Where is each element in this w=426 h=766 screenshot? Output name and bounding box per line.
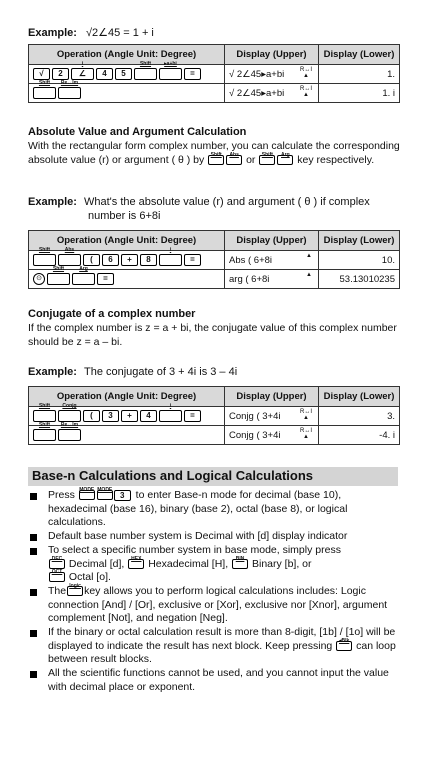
- list-item: Press MODE MODE 3 to enter Base-n mode for decimal (base 10), hexadecimal (base 16), binary (base 2), octal (base 8), or logical calculations.: [28, 489, 398, 530]
- display-lower-cell: 1.: [319, 65, 400, 84]
- display-upper-cell: √ 2∠45▸a+bi R↔I ▲: [225, 84, 319, 103]
- r-i-indicator-icon: R↔I ▲: [300, 428, 312, 440]
- shift-key: Shift: [33, 410, 56, 422]
- angle-key: i ∠: [71, 68, 94, 80]
- table-row: [29, 65, 400, 84]
- dec-key: DEC: [49, 559, 65, 569]
- example-3-line: Example: The conjugate of 3 + 4i is 3 – 4i: [28, 366, 238, 378]
- r-i-indicator-icon: R↔I ▲: [300, 409, 312, 421]
- section-title-abs: Absolute Value and Argument Calculation: [28, 126, 247, 138]
- i-key: i: [159, 410, 182, 422]
- bullet-icon: [30, 493, 37, 500]
- header-display-upper: Display (Upper): [225, 45, 319, 65]
- table-row: [29, 407, 400, 426]
- digit-key: 5: [115, 68, 132, 80]
- sqrt-key: √: [33, 68, 50, 80]
- shift-key: Shift: [33, 429, 56, 441]
- operation-cell: [29, 266, 225, 289]
- section-band-base-n: [28, 467, 398, 486]
- plus-key: +: [121, 254, 138, 266]
- table-row: [29, 270, 400, 289]
- conjg-key: Conjg: [58, 410, 81, 422]
- replay-icon: ⊙: [33, 273, 45, 285]
- operation-cell: [29, 422, 225, 445]
- block-key: ◂Blk: [336, 641, 352, 651]
- header-display-upper: Display (Upper): [225, 231, 319, 251]
- shift-key: Shift: [134, 68, 157, 80]
- example-2-line-2: number is 6+8i: [88, 210, 161, 222]
- equals-key: =: [184, 254, 201, 266]
- bin-key: BIN: [232, 559, 248, 569]
- up-arrow-icon: ▲: [306, 272, 312, 278]
- example-expression: √2∠45 = 1 + i: [85, 27, 154, 39]
- example-3-table: [28, 386, 400, 445]
- mode-key: MODE: [79, 490, 95, 500]
- display-lower-cell: -4. i: [319, 426, 400, 445]
- operation-cell: [29, 61, 225, 84]
- i-key: i: [159, 254, 182, 266]
- base-n-bullet-list: [28, 489, 398, 695]
- table-row: [29, 84, 400, 103]
- digit-key: 2: [52, 68, 69, 80]
- header-display-lower: Display (Lower): [319, 387, 400, 407]
- r-i-indicator-icon: R↔I ▲: [300, 86, 312, 98]
- oct-key: OCT: [49, 572, 65, 582]
- list-item: If the binary or octal calculation result is more than 8-digit, [1b] / [1o] will be displayed to indicate the result has next block. Keep pressing ◂Blk can loop between result blocks.: [28, 626, 398, 667]
- header-operation: Operation (Angle Unit: Degree): [29, 231, 225, 251]
- equals-key: =: [97, 273, 114, 285]
- up-arrow-icon: ▲: [306, 253, 312, 259]
- bullet-icon: [30, 630, 37, 637]
- shift-key: Shift: [208, 155, 224, 165]
- shift-key: Shift: [33, 254, 56, 266]
- list-item: All the scientific functions cannot be used, and you cannot input the value with decimal place or exponent.: [28, 667, 398, 694]
- bullet-icon: [30, 534, 37, 541]
- display-lower-cell: 3.: [319, 407, 400, 426]
- hex-key: HEX: [128, 559, 144, 569]
- bullet-icon: [30, 671, 37, 678]
- display-upper-cell: √ 2∠45▸a+bi R↔I ▲: [225, 65, 319, 84]
- display-upper-cell: Abs ( 6+8i ▲: [225, 251, 319, 270]
- operation-cell: [29, 80, 225, 103]
- arg-key: Arg: [72, 273, 95, 285]
- digit-key: 3: [102, 410, 119, 422]
- operation-cell: [29, 403, 225, 426]
- header-display-lower: Display (Lower): [319, 231, 400, 251]
- equals-key: =: [184, 68, 201, 80]
- mode-key: MODE: [97, 490, 113, 500]
- table-row: [29, 426, 400, 445]
- bullet-icon: [30, 589, 37, 596]
- shift-key: Shift: [33, 87, 56, 99]
- abs-key: Abs: [58, 254, 81, 266]
- display-upper-cell: Conjg ( 3+4i R↔I ▲: [225, 426, 319, 445]
- display-upper-cell: Conjg ( 3+4i R↔I ▲: [225, 407, 319, 426]
- plus-key: +: [121, 410, 138, 422]
- re-im-key: Re↔Im: [58, 429, 81, 441]
- logic-key: logic: [67, 586, 83, 596]
- paren-key: (: [83, 410, 100, 422]
- digit-key: 4: [140, 410, 157, 422]
- abs-paragraph: With the rectangular form complex number, you can calculate the corresponding absolute value (r) or argument ( θ ) by Shift Abs or Shift Arg key respectively.: [28, 140, 400, 166]
- header-operation: Operation (Angle Unit: Degree): [29, 387, 225, 407]
- example-1-line: [28, 26, 154, 39]
- shift-key: Shift: [259, 155, 275, 165]
- example-label: Example:: [28, 27, 77, 39]
- digit-key: 3: [114, 490, 131, 501]
- display-lower-cell: 53.13010235: [319, 270, 400, 289]
- paren-key: (: [83, 254, 100, 266]
- arg-key: Arg: [277, 155, 293, 165]
- conjugate-paragraph: If the complex number is z = a + bi, the conjugate value of this complex number should be z = a – bi.: [28, 322, 397, 348]
- shift-key: Shift: [47, 273, 70, 285]
- header-operation: Operation (Angle Unit: Degree): [29, 45, 225, 65]
- r-i-indicator-icon: R↔I ▲: [300, 67, 312, 79]
- section-title-base-n: Base-n Calculations and Logical Calculations: [32, 468, 314, 483]
- display-lower-cell: 10.: [319, 251, 400, 270]
- digit-key: 6: [102, 254, 119, 266]
- bullet-icon: [30, 548, 37, 555]
- example-2-table: [28, 230, 400, 289]
- header-display-upper: Display (Upper): [225, 387, 319, 407]
- digit-key: 4: [96, 68, 113, 80]
- section-title-conjugate: Conjugate of a complex number: [28, 308, 196, 320]
- example-1-table: [28, 44, 400, 103]
- example-2-line: Example: What's the absolute value (r) and argument ( θ ) if complex: [28, 196, 370, 208]
- equals-key: =: [184, 410, 201, 422]
- re-im-key: Re↔Im: [58, 87, 81, 99]
- abs-key: Abs: [226, 155, 242, 165]
- list-item: Default base number system is Decimal with [d] display indicator: [28, 530, 398, 544]
- digit-key: 8: [140, 254, 157, 266]
- header-display-lower: Display (Lower): [319, 45, 400, 65]
- display-upper-cell: arg ( 6+8i ▲: [225, 270, 319, 289]
- list-item: To select a specific number system in base mode, simply press DEC Decimal [d], HEX Hexadecimal [H], BIN Binary [b], or OCT Octal [o].: [28, 544, 398, 585]
- display-lower-cell: 1. i: [319, 84, 400, 103]
- list-item: The logic key allows you to perform logical calculations includes: Logic connection [And] / [Or], exclusive or [Xor], exclusive nor [Xnor], argument complement [Not], and negation [Neg].: [28, 585, 398, 626]
- rect-convert-key: ▸a+bi: [159, 68, 182, 80]
